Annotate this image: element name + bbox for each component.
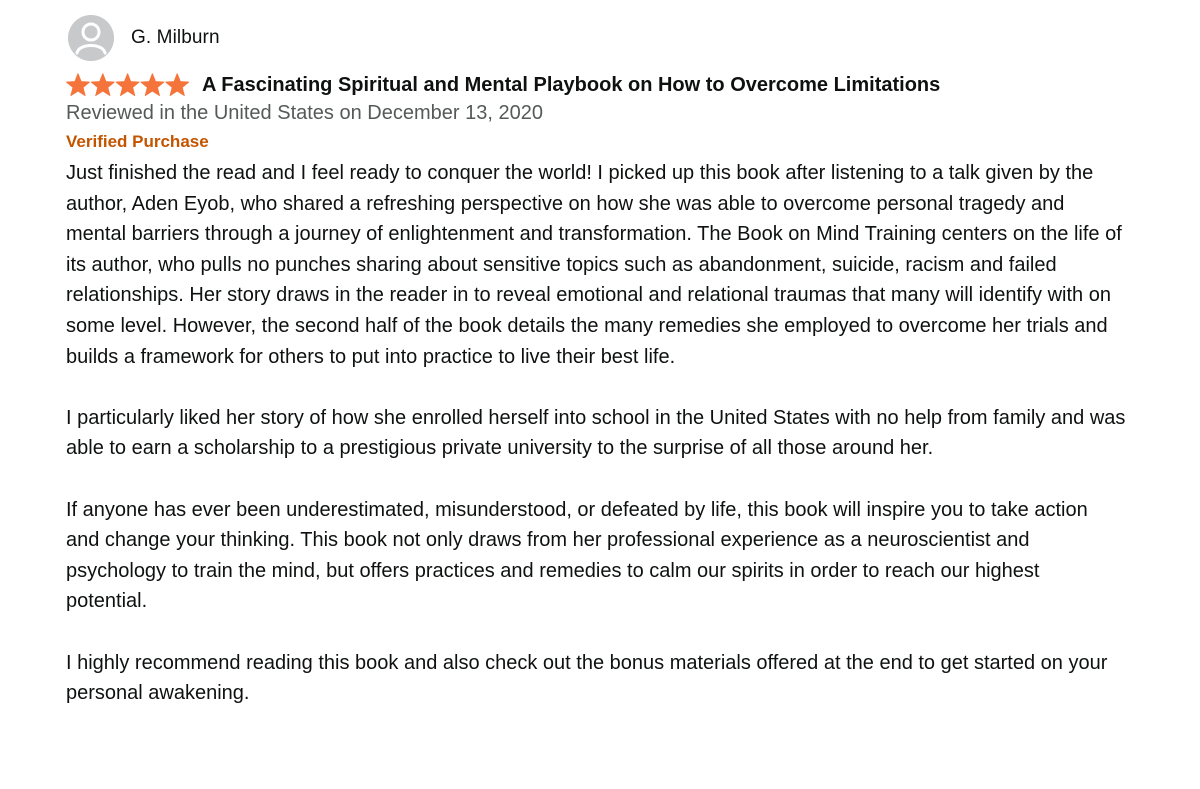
review-paragraph: If anyone has ever been underestimated, misunderstood, or defeated by life, this book will inspire you to take action and change your thinking. This book not only draws from her professional experience as a neuroscientist and psychology to train the mind, but offers practices and remedies to calm our spirits in order to reach our highest potential. (66, 498, 1088, 613)
star-icon (91, 74, 114, 96)
review-paragraph: I particularly liked her story of how she enrolled herself into school in the United States with no help from family and was able to earn a scholarship to a prestigious private university to the surprise of all those around her. (66, 406, 1126, 460)
review-title[interactable]: A Fascinating Spiritual and Mental Playbook on How to Overcome Limitations (202, 73, 941, 96)
star-icon (116, 74, 139, 96)
review-paragraph: Just finished the read and I feel ready to conquer the world! I picked up this book after listening to a talk given by the author, Aden Eyob, who shared a refreshing perspective on how she was able to overcome personal tragedy and mental barriers through a journey of enlightenment and transformation. The Book on Mind Training centers on the life of its author, who pulls no punches sharing about sensitive topics such as abandonment, suicide, racism and failed relationships. Her story draws in the reader in to reveal emotional and relational traumas that many will identify with on some level. However, the second half of the book details the many remedies she employed to overcome her trials and builds a framework for others to put into practice to live their best life. (66, 162, 1122, 368)
star-icon (166, 74, 189, 96)
review-body (66, 158, 1126, 709)
star-rating-graphic (66, 73, 189, 97)
reviewer-name[interactable]: G. Milburn (131, 27, 220, 48)
customer-review (66, 14, 1166, 709)
reviewer-profile[interactable] (68, 14, 1166, 62)
star-icon (141, 74, 164, 96)
user-avatar-icon[interactable] (68, 15, 114, 61)
verified-purchase-badge: Verified Purchase (66, 132, 209, 151)
review-paragraph: I highly recommend reading this book and also check out the bonus materials offered at the end to get started on your personal awakening. (66, 651, 1108, 705)
star-icon (67, 74, 90, 96)
star-rating[interactable] (66, 73, 190, 97)
review-date: Reviewed in the United States on December 13, 2020 (66, 102, 543, 124)
review-heading (66, 71, 1166, 99)
